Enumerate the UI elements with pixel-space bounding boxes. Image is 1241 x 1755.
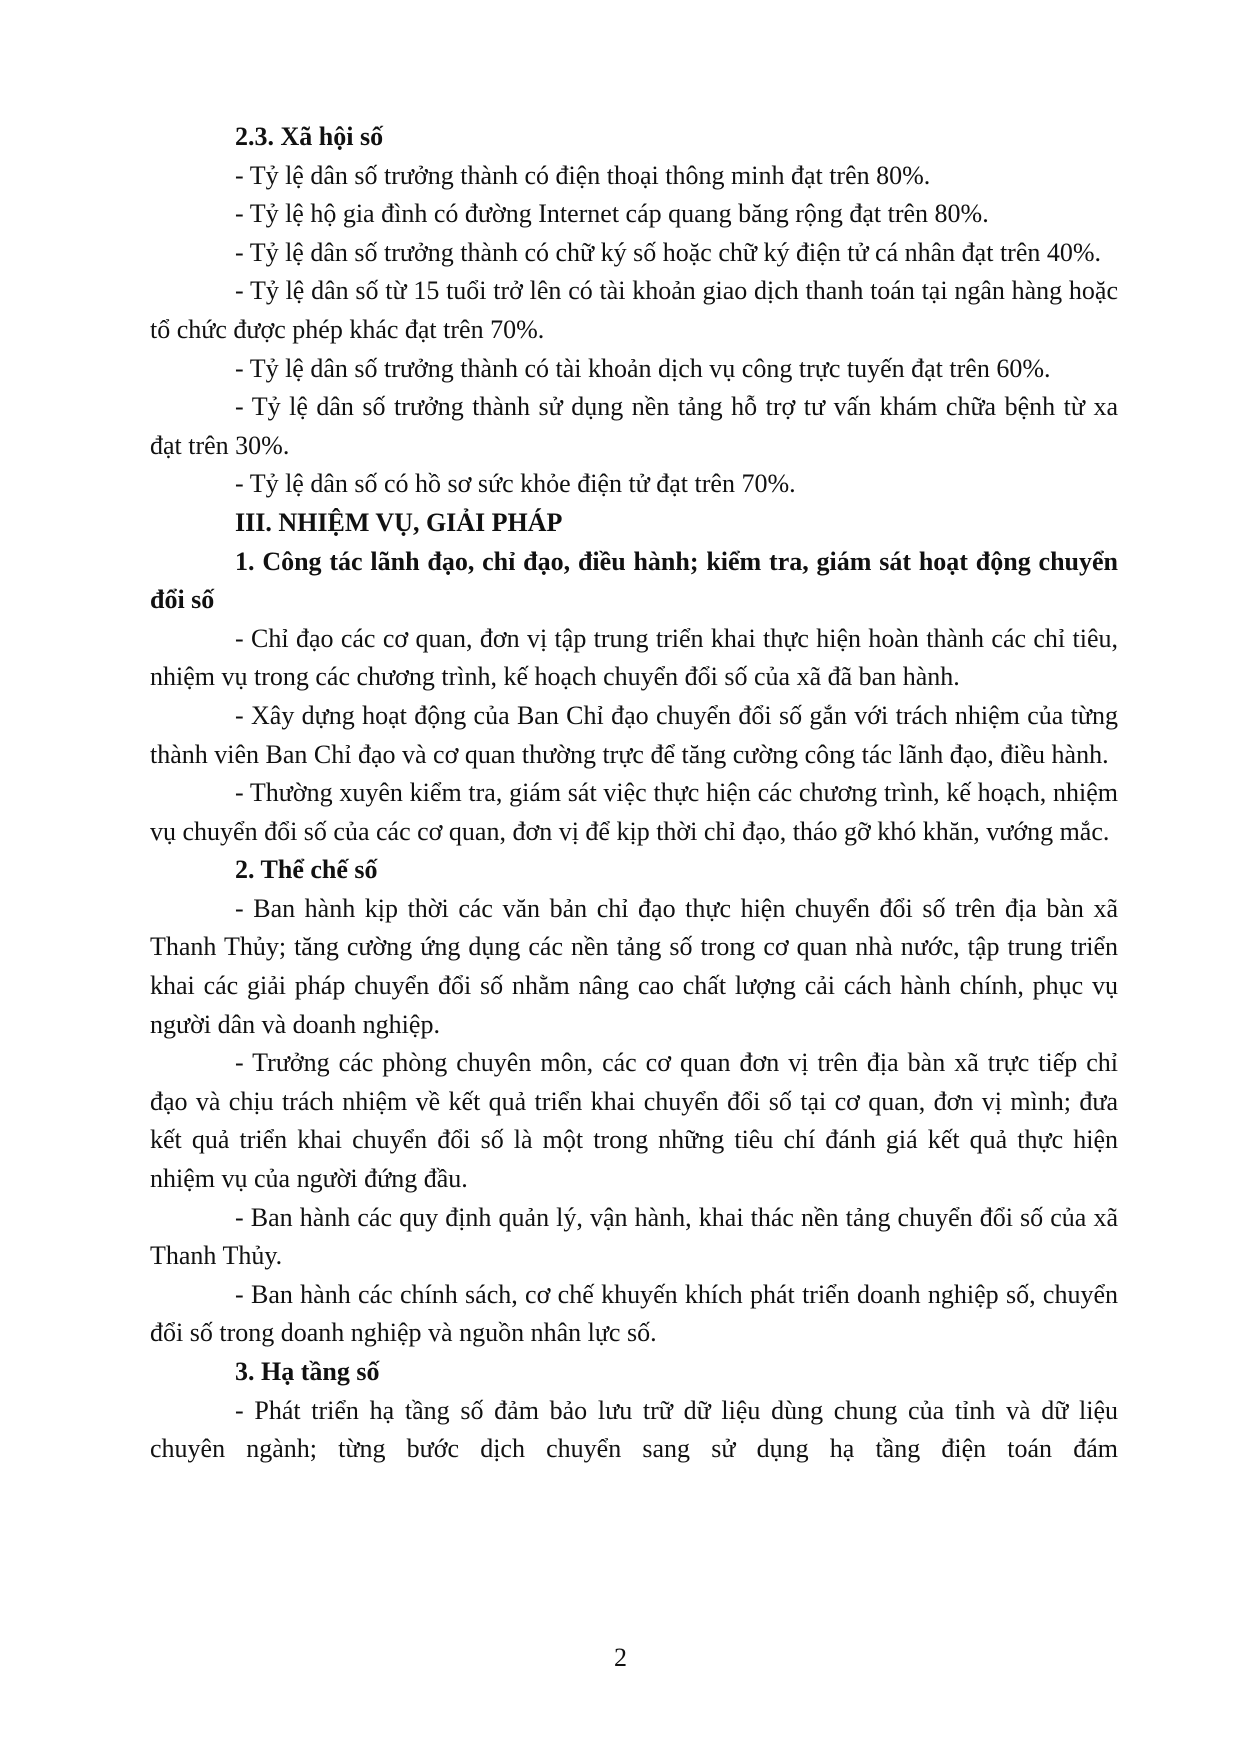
paragraph: - Tỷ lệ dân số trưởng thành sử dụng nền tảng hỗ trợ tư vấn khám chữa bệnh từ xa đạt trên 30%. bbox=[150, 392, 1118, 460]
paragraph: - Tỷ lệ dân số có hồ sơ sức khỏe điện tử đạt trên 70%. bbox=[235, 469, 796, 499]
paragraph: - Ban hành các chính sách, cơ chế khuyến khích phát triển doanh nghiệp số, chuyển đổi số trong doanh nghiệp và nguồn nhân lực số. bbox=[150, 1279, 1118, 1348]
paragraph: - Tỷ lệ dân số từ 15 tuổi trở lên có tài khoản giao dịch thanh toán tại ngân hàng hoặc tổ chức được phép khác đạt trên 70%. bbox=[150, 276, 1118, 344]
paragraph: - Tỷ lệ hộ gia đình có đường Internet cáp quang băng rộng đạt trên 80%. bbox=[235, 199, 989, 229]
paragraph: - Tỷ lệ dân số trưởng thành có chữ ký số hoặc chữ ký điện tử cá nhân đạt trên 40%. bbox=[235, 237, 1102, 267]
page-number: 2 bbox=[614, 1643, 627, 1672]
paragraph: - Tỷ lệ dân số trưởng thành có tài khoản dịch vụ công trực tuyến đạt trên 60%. bbox=[235, 353, 1051, 383]
paragraph: - Trưởng các phòng chuyên môn, các cơ quan đơn vị trên địa bàn xã trực tiếp chỉ đạo và chịu trách nhiệm về kết quả triển khai chuyển đổi số tại cơ quan, đơn vị mình; đưa kết quả triển khai chuyển đổi số là một trong những tiêu chí đánh giá kết quả thực hiện nhiệm vụ của người đứng đầu. bbox=[150, 1048, 1118, 1194]
paragraph: - Thường xuyên kiểm tra, giám sát việc thực hiện các chương trình, kế hoạch, nhiệm vụ chuyển đổi số của các cơ quan, đơn vị để kịp thời chỉ đạo, tháo gỡ khó khăn, vướng mắc. bbox=[150, 778, 1118, 846]
document-page bbox=[150, 118, 1118, 1469]
subsection-heading-3: 3. Hạ tầng số bbox=[235, 1357, 380, 1386]
section-heading-2-3: 2.3. Xã hội số bbox=[235, 122, 384, 151]
paragraph: - Ban hành các quy định quản lý, vận hành, khai thác nền tảng chuyển đổi số của xã Thanh Thủy. bbox=[150, 1202, 1118, 1271]
paragraph: - Xây dựng hoạt động của Ban Chỉ đạo chuyển đổi số gắn với trách nhiệm của từng thành viên Ban Chỉ đạo và cơ quan thường trực để tăng cường công tác lãnh đạo, điều hành. bbox=[150, 700, 1118, 769]
section-heading-iii: III. NHIỆM VỤ, GIẢI PHÁP bbox=[235, 507, 563, 537]
paragraph: - Tỷ lệ dân số trưởng thành có điện thoại thông minh đạt trên 80%. bbox=[235, 160, 931, 190]
paragraph: - Chỉ đạo các cơ quan, đơn vị tập trung triển khai thực hiện hoàn thành các chỉ tiêu, nhiệm vụ trong các chương trình, kế hoạch chuyển đổi số của xã đã ban hành. bbox=[150, 623, 1118, 692]
subsection-heading-1: 1. Công tác lãnh đạo, chỉ đạo, điều hành; kiểm tra, giám sát hoạt động chuyển đổi số bbox=[150, 546, 1118, 615]
subsection-heading-2: 2. Thể chế số bbox=[235, 855, 378, 885]
paragraph: - Phát triển hạ tầng số đảm bảo lưu trữ dữ liệu dùng chung của tỉnh và dữ liệu chuyên ngành; từng bước dịch chuyển sang sử dụng hạ tầng điện toán đám bbox=[150, 1395, 1118, 1464]
paragraph: - Ban hành kịp thời các văn bản chỉ đạo thực hiện chuyển đổi số trên địa bàn xã Thanh Thủy; tăng cường ứng dụng các nền tảng số trong cơ quan nhà nước, tập trung triển khai các giải pháp chuyển đổi số nhằm nâng cao chất lượng cải cách hành chính, phục vụ người dân và doanh nghiệp. bbox=[150, 893, 1118, 1039]
